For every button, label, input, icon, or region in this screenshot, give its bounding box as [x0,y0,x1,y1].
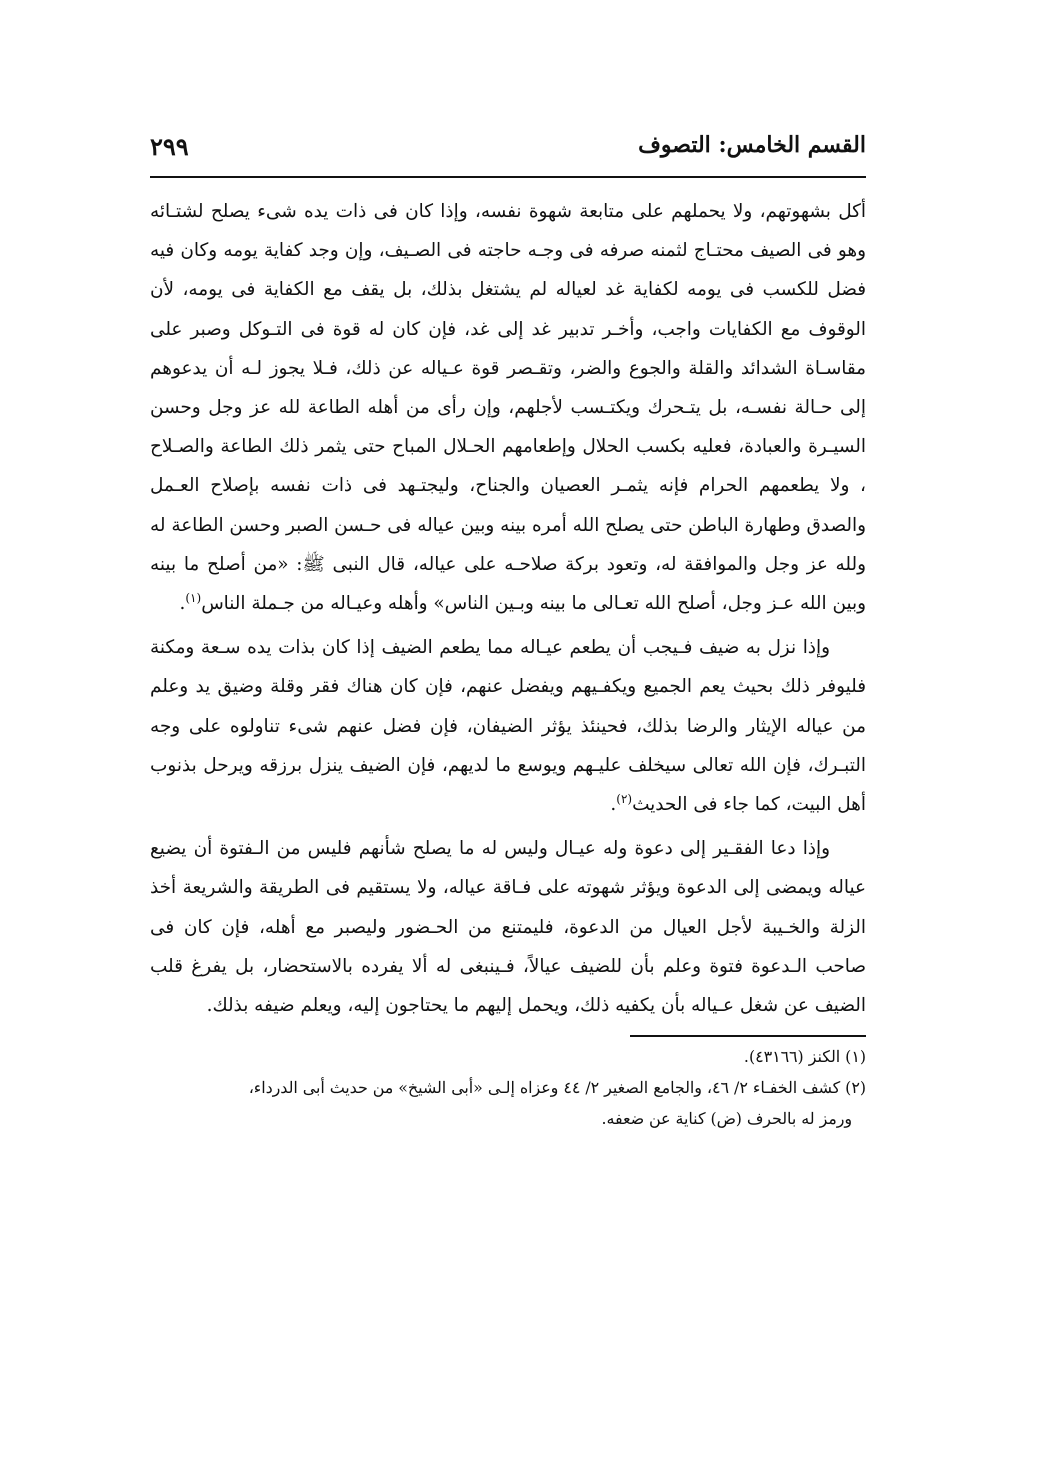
page-number: ٢٩٩ [150,132,189,161]
paragraph-3 [150,829,866,1025]
footnote-text: ورمز له بالحرف (ض) كناية عن ضعفه. [601,1109,852,1129]
footnote-text: (١) الكنز (٤٣١٦٦). [743,1047,866,1067]
paragraph-text: وإذا دعا الفقـير إلى دعوة وله عيـال وليس له ما يصلح شأنهم فليس من الـفتوة أن يضيع عياله ويمضى إلى الدعوة ويؤثر شهوته على فـاقة عياله، ولا يستقيم فى الطريقة والشريعة أخذ الزلة والخـيبة لأجل العيال من الدعوة، فليمتنع من الحـضور وليصبر مع أهله، فإن كان فى صاحب الـدعوة فتوة وعلم بأن للضيف عيالاً، فـينبغى له ألا يفرده بالاستحضار، بل يفرغ قلب الضيف عن شغل عـياله بأن يكفيه ذلك، ويحمل إليهم ما يحتاجون إليه، ويعلم ضيفه بذلك. [150,838,866,1017]
paragraph-1 [150,192,866,623]
main-text [150,192,866,1025]
paragraph-text: وإذا نزل به ضيف فـيجب أن يطعم عيـاله مما يطعم الضيف إذا كان بذات يده سـعة ومكنة فليوفر ذلك بحيث يعم الجميع ويكفـيهم ويفضل عنهم، فإن كان هناك فقر وقلة وضيق يد وعلم من عياله الإيثار والرضا بذلك، فحينئذ يؤثر الضيفان، فإن فضل عنهم شىء تناولوه على وجه التبـرك، فإن الله تعالى سيخلف عليـهم ويوسع ما لديهم، فإن الضيف ينزل برزقه ويرحل بذنوب أهل البيت، كما جاء فى الحديث [150,637,866,816]
page-header [150,128,866,178]
footnote-reference: (٢) [616,791,633,806]
footnote-2-continuation [150,1103,866,1134]
book-page [150,128,866,1134]
footnote-separator [630,1035,866,1037]
paragraph-2 [150,628,866,824]
footnote-1 [150,1041,866,1072]
paragraph-ending: . [179,593,186,615]
paragraph-ending: . [610,794,617,816]
running-title: القسم الخامس: التصوف [638,132,866,158]
footnotes [150,1041,866,1134]
footnote-text: (٢) كشف الخفـاء ٢/ ٤٦، والجامع الصغير ٢/ ٤٤ وعزاه إلـى «أبى الشيخ» من حديث أبى الدرداء، [248,1078,866,1098]
paragraph-text: أكل بشهوتهم، ولا يحملهم على متابعة شهوة نفسه، وإذا كان فى ذات يده شىء يصلح لشتـائه وهو فى الصيف محتـاج لثمنه صرفه فى وجـه حاجته فى الصـيف، وإن وجد كفاية يومه وكان فيه فضل للكسب فى يومه لكفاية غد لعياله لم يشتغل بذلك، بل يقف مع الكفاية فى يومه، لأن الوقوف مع الكفايات واجب، وأخـر تدبير غد إلى غد، فإن كان له قوة فى التـوكل وصبر على مقاسـاة الشدائد والقلة والجوع والضر، وتقـصر قوة عـياله عن ذلك، فـلا يجوز لـه أن يدعوهم إلى حـالة نفسـه، بل يتـحرك ويكتـسب لأجلهم، وإن رأى من أهله الطاعة لله عز وجل وحسن السيـرة والعبادة، فعليه بكسب الحلال وإطعامهم الحـلال المباح حتى يثمر ذلك الطاعة والصـلاح ، ولا يطعمهم الحرام فإنه يثمـر العصيان والجناح، وليجتـهد فى ذات نفسه بإصلاح العـمل والصدق وطهارة الباطن حتى يصلح الله أمره بينه وبين عياله فى حـسن الصبر وحسن الطاعة له ولله عز وجل والموافقة له، وتعود بركة صلاحـه على عياله، قال النبى ﷺ: «من أصلح ما بينه وبين الله عـز وجل، أصلح الله تعـالى ما بينه وبـين الناس» وأهله وعيـاله من جـملة الناس [150,201,866,615]
footnote-2 [150,1072,866,1103]
footnote-reference: (١) [185,590,202,605]
